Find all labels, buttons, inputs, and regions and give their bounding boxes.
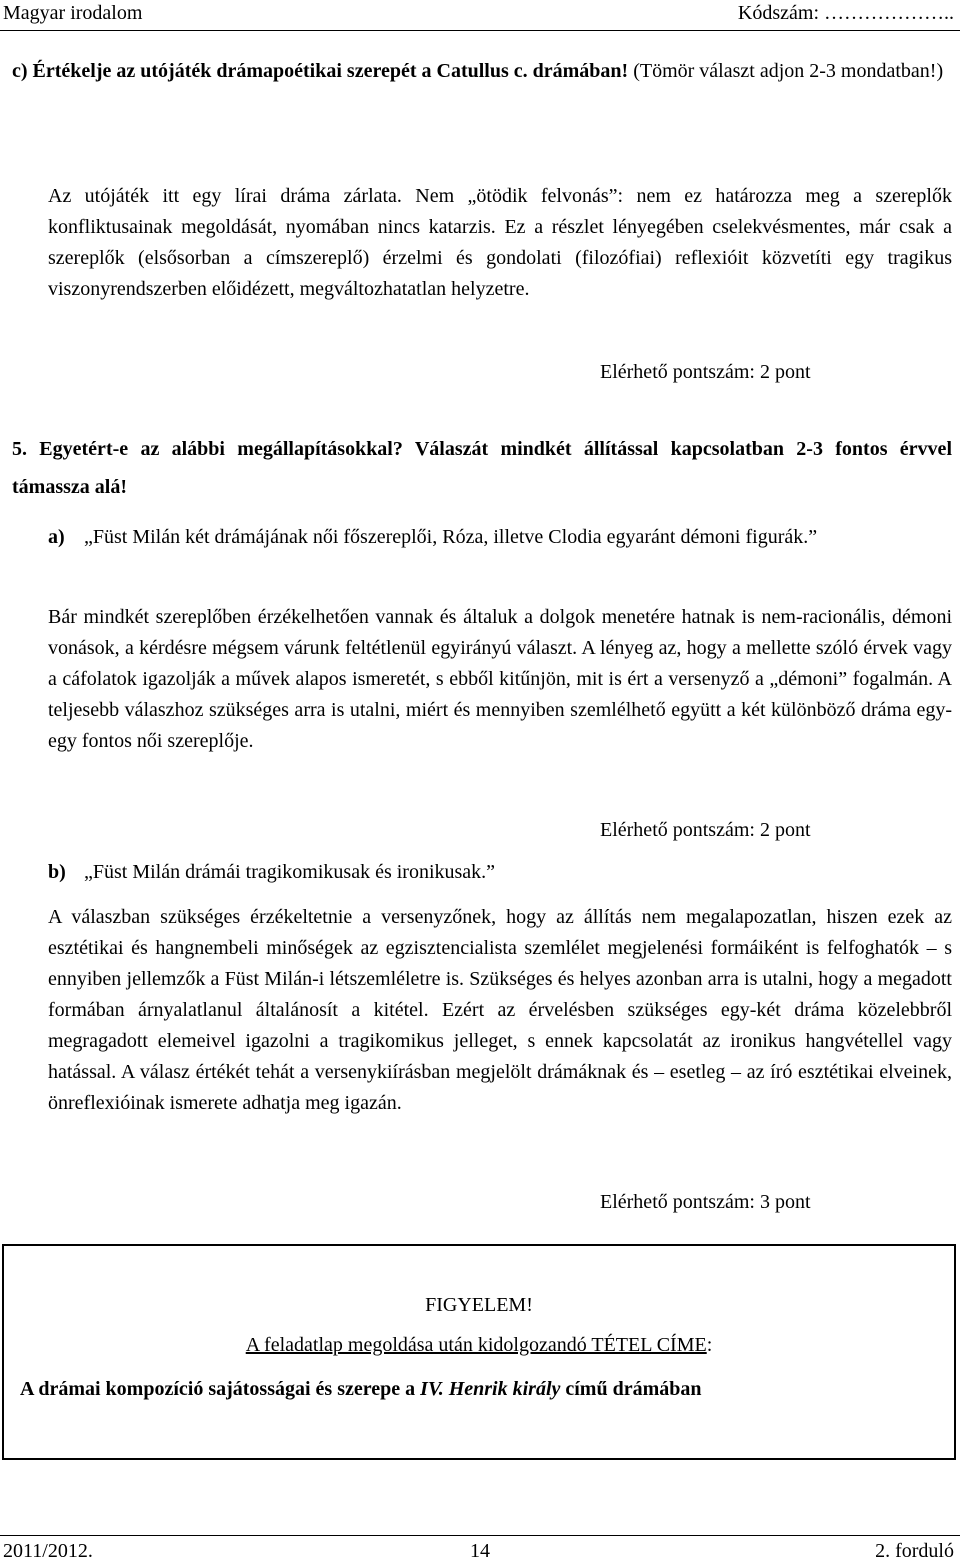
statement-a-text: „Füst Milán két drámájának női főszereplői, Róza, illetve Clodia egyaránt démoni figurák.” (84, 526, 818, 548)
points-a: Elérhető pontszám: 2 pont (600, 819, 811, 841)
notice-subtitle-colon: : (706, 1334, 713, 1356)
header-subject: Magyar irodalom (3, 2, 143, 24)
footer-rule (0, 1535, 960, 1536)
question-c-rest: (Tömör választ adjon 2-3 mondatban!) (628, 60, 944, 82)
question-5-title: 5. Egyetért-e az alábbi megállapításokkal? Válaszát mindkét állítással kapcsolatban 2-3 fontos érvvel támassza alá! (12, 438, 952, 498)
notice-topic-title: IV. Henrik király (420, 1378, 561, 1400)
notice-subtitle-text: A feladatlap megoldása után kidolgozandó TÉTEL CÍME (245, 1334, 707, 1356)
header-rule (0, 30, 960, 31)
notice-topic (20, 1378, 702, 1401)
statement-a-label: a) (48, 526, 65, 548)
notice-box (2, 1244, 956, 1460)
footer-page-number: 14 (470, 1540, 490, 1562)
notice-subtitle (4, 1334, 954, 1357)
notice-topic-c: című drámában (560, 1378, 702, 1400)
points-b: Elérhető pontszám: 3 pont (600, 1191, 811, 1213)
footer-round: 2. forduló (875, 1540, 954, 1562)
statement-a (48, 517, 952, 557)
notice-topic-a: A drámai kompozíció sajátosságai és szerepe a (20, 1378, 421, 1400)
statement-a-answer: Bár mindkét szereplőben érzékelhetően vannak és általuk a dolgok menetére hatnak is nem-racionális, démoni vonások, a kérdésre mégsem várunk feltétlenül egyirányú választ. A lényeg az, hogy a mellette szóló érvek vagy a cáfolatok igazolják a művek alapos ismeretét, s ebből kitűnjön, mit is ért a versenyző a „démoni” fogalmán. A teljesebb válaszhoz szükséges arra is utalni, miért és mennyiben szemlélhető együtt a két különböző dráma egy-egy fontos női szereplője. (48, 606, 952, 752)
question-c-bold: c) Értékelje az utójáték drámapoétikai szerepét a Catullus c. drámában! (12, 60, 629, 82)
statement-b-answer: A válaszban szükséges érzékeltetnie a versenyzőnek, hogy az állítás nem megalapozatlan, hiszen ezek az esztétikai és hangnembeli minőségek az egzisztencialista szemlélet megjelenési formáiként is felfoghatók – s ennyiben jellemzők a Füst Milán-i létszemléletre is. Szükséges és helyes azonban arra is utalni, hogy a megadott formában árnyalatlanul általánosít a kitétel. Ezért az érvelésben szükséges egy-két dráma közelebbről megragadott elemeivel igazolni a tragikomikus jelleget, s ennek kapcsolatát az ironikus hangvétellel vagy hatással. A válasz értékét tehát a versenykiírásban megjelölt drámáknak és – esetleg – az író esztétikai elveinek, önreflexióinak ismerete adhatja meg igazán. (48, 906, 952, 1114)
points-c: Elérhető pontszám: 2 pont (600, 361, 811, 383)
statement-b-label: b) (48, 861, 66, 883)
notice-title: FIGYELEM! (425, 1294, 533, 1316)
statement-b (48, 861, 495, 884)
question-c-prompt (12, 56, 952, 87)
question-c-answer: Az utójáték itt egy lírai dráma zárlata. Nem „ötödik felvonás”: nem ez határozza meg a szereplők konfliktusainak megoldását, nyomában nincs katarzis. Ez a részlet lényegében cselekvésmentes, már csak a szereplők (elsősorban a címszereplő) érzelmi és gondolati (filozófiai) reflexióit közvetíti egy tragikus viszonyrendszerben előidézett, megváltozhatatlan helyzetre. (48, 185, 952, 300)
header-code: Kódszám: ……………….. (737, 2, 954, 24)
statement-b-text: „Füst Milán drámái tragikomikusak és ironikusak.” (84, 861, 496, 883)
footer-year: 2011/2012. (3, 1540, 93, 1562)
